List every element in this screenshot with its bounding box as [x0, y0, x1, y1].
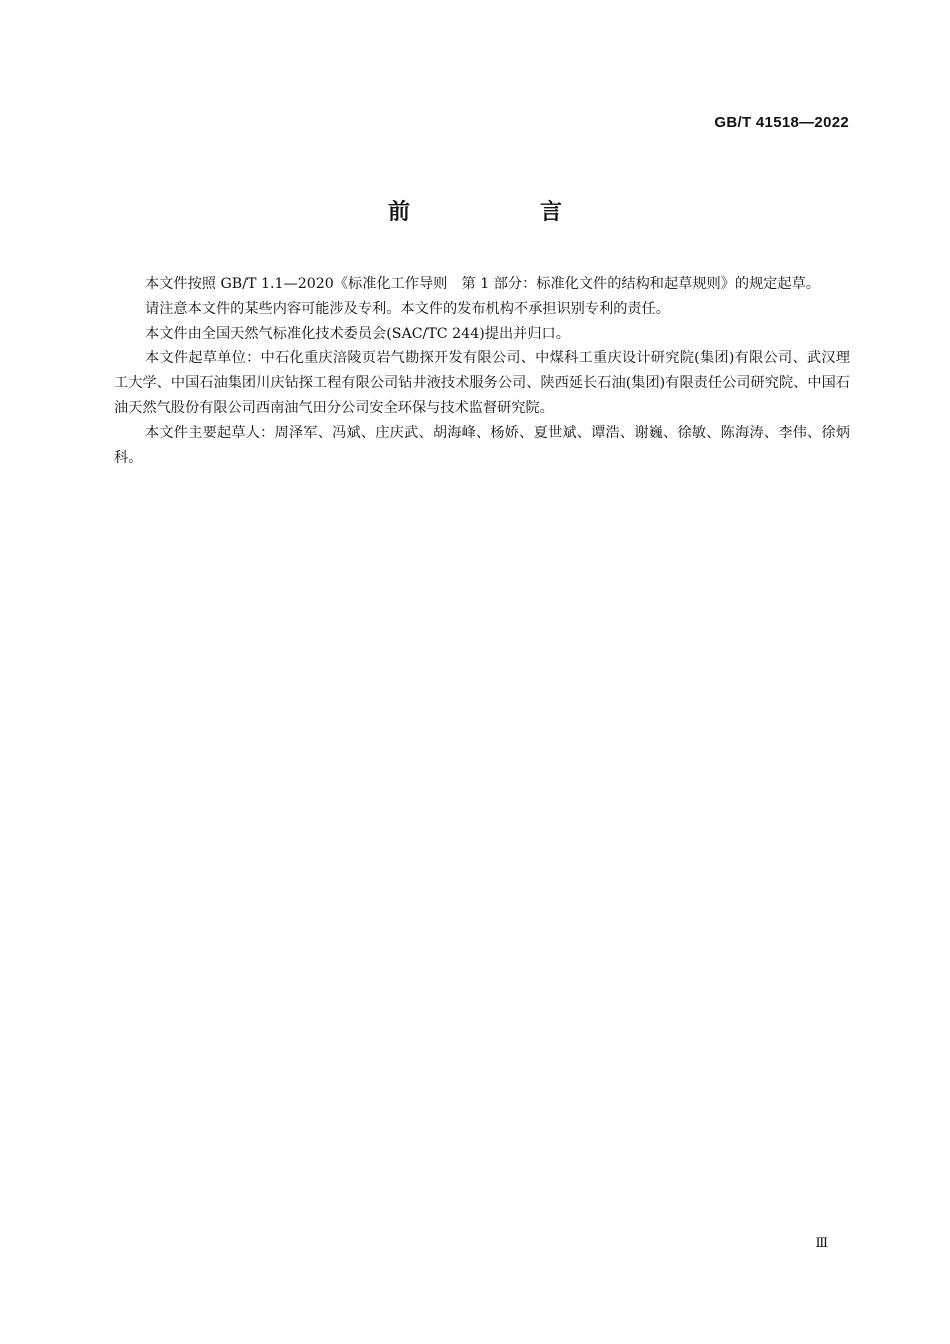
- paragraph-drafting-units: 本文件起草单位：中石化重庆涪陵页岩气勘探开发有限公司、中煤科工重庆设计研究院(集团)有限公司、武汉理工大学、中国石油集团川庆钻探工程有限公司钻井液技术服务公司、陕西延长石油(集团)有限责任公司研究院、中国石油天然气股份有限公司西南油气田分公司安全环保与技术监督研究院。: [114, 350, 850, 416]
- page-title: 前 言: [387, 200, 616, 225]
- standard-number: GB/T 41518—2022: [714, 114, 849, 131]
- paragraph-patent-notice: 请注意本文件的某些内容可能涉及专利。本文件的发布机构不承担识别专利的责任。: [145, 300, 670, 317]
- page-number: Ⅲ: [815, 1236, 828, 1251]
- foreword-body: [114, 272, 850, 470]
- paragraph-main-drafters: 本文件主要起草人：周泽军、冯斌、庄庆武、胡海峰、杨娇、夏世斌、谭浩、谢巍、徐敏、陈海涛、李伟、徐炳科。: [114, 424, 850, 466]
- paragraph-drafting-rules: 本文件按照 GB/T 1.1—2020《标准化工作导则 第 1 部分：标准化文件的结构和起草规则》的规定起草。: [145, 276, 821, 292]
- paragraph-proposer: 本文件由全国天然气标准化技术委员会(SAC/TC 244)提出并归口。: [145, 325, 570, 342]
